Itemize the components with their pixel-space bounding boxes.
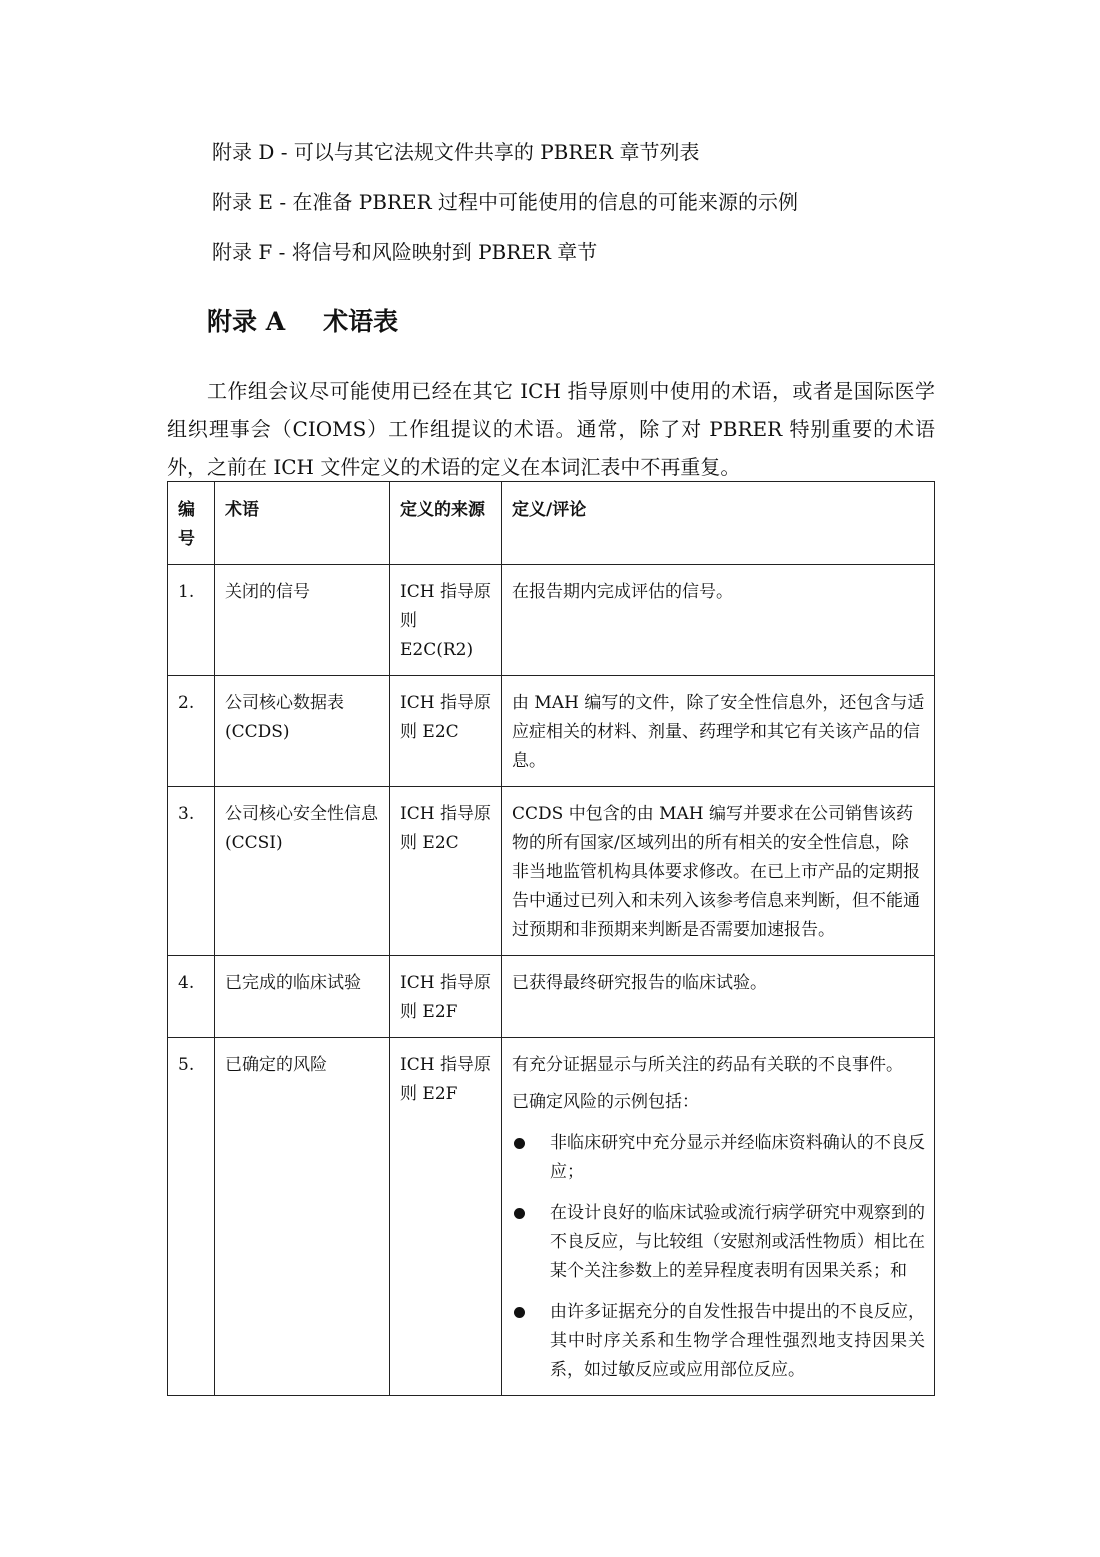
intro-paragraph xyxy=(167,372,935,486)
toc-item-appendix-f: 附录 F - 将信号和风险映射到 PBRER 章节 xyxy=(212,240,598,264)
row-definition: 已获得最终研究报告的临床试验。 xyxy=(502,956,935,1038)
row-definition: 由 MAH 编写的文件，除了安全性信息外，还包含与适应症相关的材料、剂量、药理学和其它有关该产品的信息。 xyxy=(502,676,935,787)
list-item-text: 非临床研究中充分显示并经临床资料确认的不良反应； xyxy=(550,1133,925,1182)
list-item xyxy=(512,1298,925,1385)
bullet-icon xyxy=(514,1307,525,1318)
row-term: 已完成的临床试验 xyxy=(215,956,390,1038)
toc-item-appendix-d: 附录 D - 可以与其它法规文件共享的 PBRER 章节列表 xyxy=(212,140,700,164)
row-source: ICH 指导原则 E2F xyxy=(390,1038,502,1396)
table-row xyxy=(168,676,935,787)
row-source: ICH 指导原则 E2C xyxy=(390,787,502,956)
row-number: 1. xyxy=(168,565,215,676)
header-source: 定义的来源 xyxy=(390,482,502,565)
row-source: ICH 指导原则 E2F xyxy=(390,956,502,1038)
row-term: 公司核心安全性信息(CCSI) xyxy=(215,787,390,956)
row-number: 4. xyxy=(168,956,215,1038)
section-label: 附录 A xyxy=(207,307,286,336)
header-no: 编号 xyxy=(168,482,215,565)
row-definition: CCDS 中包含的由 MAH 编写并要求在公司销售该药物的所有国家/区域列出的所有相关的安全性信息，除非当地监管机构具体要求修改。在已上市产品的定期报告中通过已列入和未列入该参考信息来判断，但不能通过预期和非预期来判断是否需要加速报告。 xyxy=(502,787,935,956)
list-item-text: 在设计良好的临床试验或流行病学研究中观察到的不良反应，与比较组（安慰剂或活性物质）相比在某个关注参数上的差异程度表明有因果关系；和 xyxy=(550,1203,925,1281)
glossary-table xyxy=(167,481,935,1396)
table-row xyxy=(168,787,935,956)
row-source: ICH 指导原则 E2C(R2) xyxy=(390,565,502,676)
row-number: 3. xyxy=(168,787,215,956)
row-term: 公司核心数据表(CCDS) xyxy=(215,676,390,787)
examples-intro: 已确定风险的示例包括： xyxy=(512,1092,699,1112)
header-term: 术语 xyxy=(215,482,390,565)
table-row xyxy=(168,956,935,1038)
row-number: 5. xyxy=(168,1038,215,1396)
row-number: 2. xyxy=(168,676,215,787)
row-definition xyxy=(502,1038,935,1396)
list-item xyxy=(512,1199,925,1286)
section-heading xyxy=(207,304,398,340)
intro-text: 工作组会议尽可能使用已经在其它 ICH 指导原则中使用的术语，或者是国际医学组织理事会（CIOMS）工作组提议的术语。通常，除了对 PBRER 特别重要的术语外，之前在 ICH 文件定义的术语的定义在本词汇表中不再重复。 xyxy=(167,379,935,479)
table-row xyxy=(168,1038,935,1396)
bullet-icon xyxy=(514,1208,525,1219)
list-item-text: 由许多证据充分的自发性报告中提出的不良反应，其中时序关系和生物学合理性强烈地支持因果关系，如过敏反应或应用部位反应。 xyxy=(550,1302,925,1380)
definition-text: 有充分证据显示与所关注的药品有关联的不良事件。 xyxy=(512,1055,903,1075)
section-title: 术语表 xyxy=(323,307,399,336)
bullet-icon xyxy=(514,1138,525,1149)
table-row xyxy=(168,565,935,676)
toc-item-appendix-e: 附录 E - 在准备 PBRER 过程中可能使用的信息的可能来源的示例 xyxy=(212,190,799,214)
header-definition: 定义/评论 xyxy=(502,482,935,565)
row-term: 关闭的信号 xyxy=(215,565,390,676)
table-header-row xyxy=(168,482,935,565)
row-term: 已确定的风险 xyxy=(215,1038,390,1396)
examples-list xyxy=(512,1129,925,1385)
row-source: ICH 指导原则 E2C xyxy=(390,676,502,787)
row-definition: 在报告期内完成评估的信号。 xyxy=(502,565,935,676)
list-item xyxy=(512,1129,925,1187)
